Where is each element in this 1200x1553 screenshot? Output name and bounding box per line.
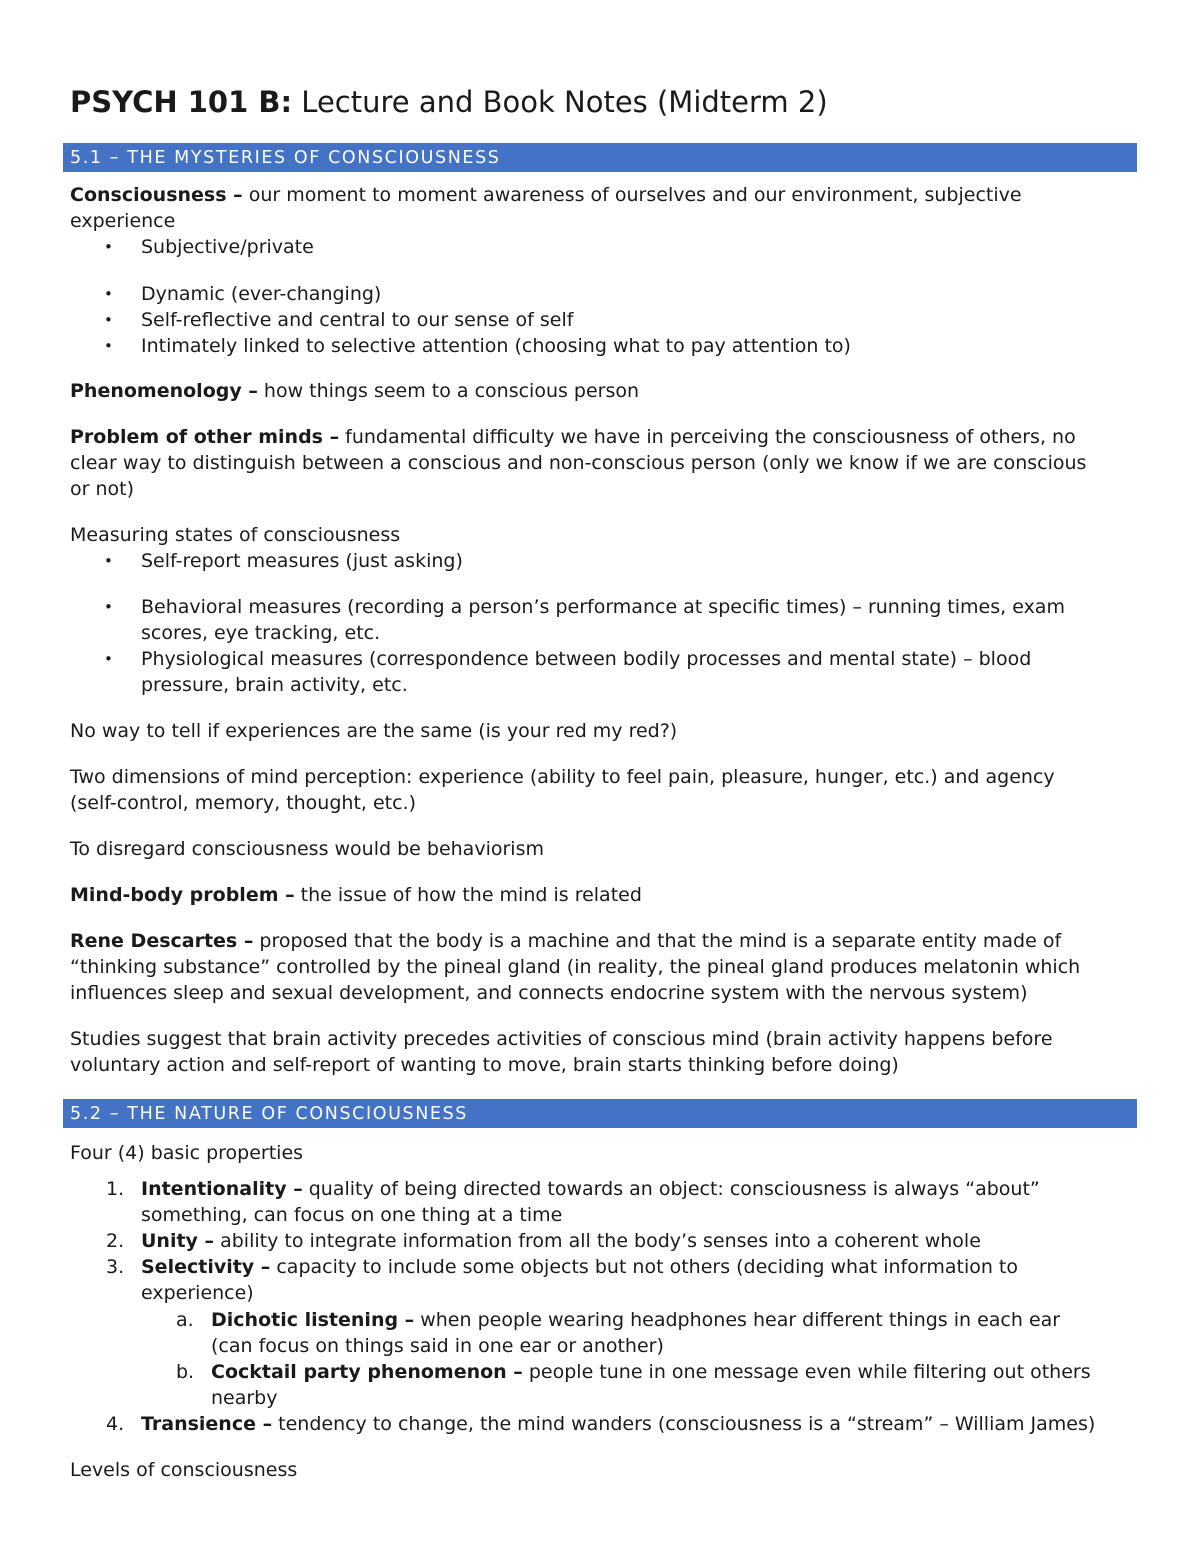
list-item: Intimately linked to selective attention (choosing what to pay attention to) [141,335,851,357]
list-item: Subjective/private [141,236,314,258]
section-heading-5-2: 5.2 – THE NATURE OF CONSCIOUSNESS [63,1099,1137,1128]
definition-continuation: or not) [70,478,135,500]
definition-text: when people wearing headphones hear different things in each ear [414,1309,1061,1331]
bullet-marker: • [104,285,113,303]
list-item-continuation: scores, eye tracking, etc. [141,622,381,644]
other-minds-definition [70,424,1076,450]
term-dichotic-listening: Dichotic listening – [211,1309,415,1331]
definition-text: how things seem to a conscious person [257,380,640,402]
list-number: 3. [106,1256,125,1278]
levels-intro: Levels of consciousness [70,1459,298,1481]
definition-text: capacity to include some objects but not others (deciding what information to [270,1256,1019,1278]
list-item: Behavioral measures (recording a person’s performance at specific times) – running times, exam [141,596,1065,618]
term-transience: Transience – [141,1413,273,1435]
definition-continuation: “thinking substance” controlled by the pineal gland (in reality, the pineal gland produces melatonin which [70,956,1081,978]
definition-text: ability to integrate information from all the body’s senses into a coherent whole [214,1230,981,1252]
list-item: Self-reflective and central to our sense of self [141,309,574,331]
definition-continuation: influences sleep and sexual development, and connects endocrine system with the nervous system) [70,982,1028,1004]
properties-intro: Four (4) basic properties [70,1142,304,1164]
definition-text: our moment to moment awareness of ourselves and our environment, subjective [242,184,1022,206]
definition-continuation: clear way to distinguish between a conscious and non-conscious person (only we know if we are conscious [70,452,1087,474]
title-rest: Lecture and Book Notes (Midterm 2) [292,85,828,119]
phenomenology-definition [70,378,639,404]
term-descartes: Rene Descartes – [70,930,254,952]
paragraph-continuation: (self-control, memory, thought, etc.) [70,792,417,814]
list-item: Dynamic (ever-changing) [141,283,382,305]
bullet-marker: • [104,311,113,329]
list-item [141,1228,981,1254]
list-item: Physiological measures (correspondence between bodily processes and mental state) – blood [141,648,1032,670]
section-heading-5-1: 5.1 – THE MYSTERIES OF CONSCIOUSNESS [63,143,1137,172]
list-number: 1. [106,1178,125,1200]
term-mind-body: Mind-body problem – [70,884,295,906]
term-consciousness: Consciousness – [70,184,243,206]
list-item [141,1176,1040,1202]
definition-text: proposed that the body is a machine and that the mind is a separate entity made of [253,930,1062,952]
definition-text: quality of being directed towards an object: consciousness is always “about” [302,1178,1040,1200]
definition-text: the issue of how the mind is related [294,884,642,906]
definition-continuation: experience [70,210,176,232]
sub-list-item-continuation: nearby [211,1387,278,1409]
measuring-intro: Measuring states of consciousness [70,524,401,546]
list-number: 4. [106,1413,125,1435]
paragraph: No way to tell if experiences are the same (is your red my red?) [70,720,678,742]
bullet-marker: • [104,598,113,616]
paragraph-continuation: voluntary action and self-report of wanting to move, brain starts thinking before doing) [70,1054,899,1076]
term-unity: Unity – [141,1230,215,1252]
list-item [141,1411,1095,1437]
bullet-marker: • [104,238,113,256]
sub-list-item [211,1359,1091,1385]
list-item-continuation: something, can focus on one thing at a time [141,1204,563,1226]
bullet-marker: • [104,337,113,355]
paragraph: To disregard consciousness would be behaviorism [70,838,544,860]
definition-text: people tune in one message even while filtering out others [522,1361,1091,1383]
definition-text: fundamental difficulty we have in perceiving the consciousness of others, no [339,426,1076,448]
term-cocktail-party: Cocktail party phenomenon – [211,1361,523,1383]
definition-text: tendency to change, the mind wanders (consciousness is a “stream” – William James) [272,1413,1096,1435]
document-title [70,82,828,122]
term-selectivity: Selectivity – [141,1256,271,1278]
mind-body-definition [70,882,642,908]
term-phenomenology: Phenomenology – [70,380,258,402]
bullet-marker: • [104,552,113,570]
list-item-continuation: experience) [141,1282,254,1304]
paragraph: Two dimensions of mind perception: experience (ability to feel pain, pleasure, hunger, etc.) and agency [70,766,1055,788]
consciousness-definition [70,182,1022,208]
title-bold: PSYCH 101 B: [70,85,293,119]
list-item: Self-report measures (just asking) [141,550,463,572]
descartes-definition [70,928,1061,954]
paragraph: Studies suggest that brain activity precedes activities of conscious mind (brain activity happens before [70,1028,1053,1050]
list-item [141,1254,1018,1280]
bullet-marker: • [104,650,113,668]
sub-list-item [211,1307,1060,1333]
list-letter: b. [176,1361,195,1383]
term-intentionality: Intentionality – [141,1178,303,1200]
term-other-minds: Problem of other minds – [70,426,340,448]
list-number: 2. [106,1230,125,1252]
sub-list-item-continuation: (can focus on things said in one ear or another) [211,1335,664,1357]
list-letter: a. [176,1309,194,1331]
list-item-continuation: pressure, brain activity, etc. [141,674,408,696]
